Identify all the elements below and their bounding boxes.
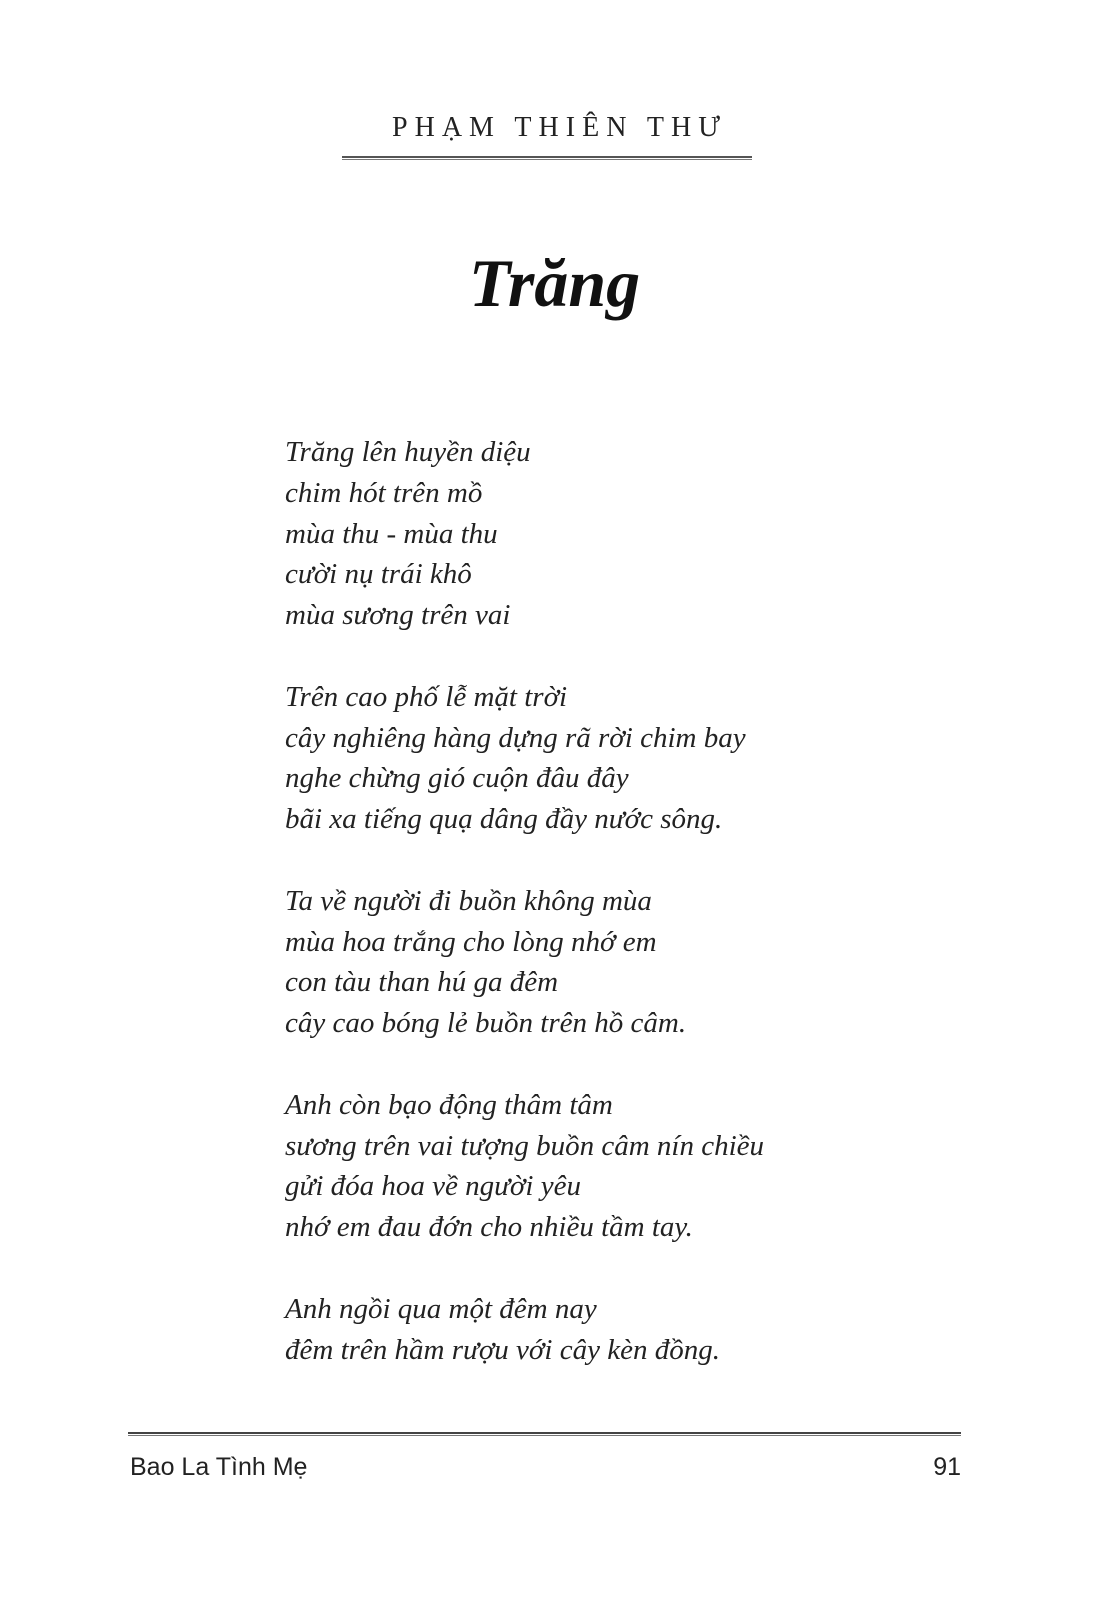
- poem-body: [285, 432, 985, 1370]
- poem-line: mùa hoa trắng cho lòng nhớ em: [285, 925, 657, 958]
- poem-line: nhớ em đau đớn cho nhiều tầm tay.: [285, 1211, 693, 1244]
- poem-line: gửi đóa hoa về người yêu: [285, 1170, 581, 1203]
- poem-line: Ta về người đi buồn không mùa: [285, 884, 652, 917]
- poem-line: chim hót trên mồ: [285, 476, 483, 509]
- poem-line: bãi xa tiếng quạ dâng đầy nước sông.: [285, 803, 723, 836]
- footer-book-title: Bao La Tình Mẹ: [130, 1453, 308, 1481]
- poem-line: sương trên vai tượng buồn câm nín chiều: [285, 1129, 764, 1162]
- poem-line: Anh ngồi qua một đêm nay: [285, 1292, 597, 1325]
- running-header-author: PHẠM THIÊN THƯ: [392, 112, 727, 143]
- poem-line: cây cao bóng lẻ buồn trên hồ câm.: [285, 1007, 687, 1040]
- poem-stanza-1: [285, 432, 985, 636]
- poem-line: mùa sương trên vai: [285, 599, 511, 632]
- poem-line: nghe chừng gió cuộn đâu đây: [285, 762, 629, 795]
- poem-stanza-2: [285, 677, 985, 840]
- poem-line: Anh còn bạo động thâm tâm: [285, 1088, 613, 1121]
- poem-line: cây nghiêng hàng dựng rã rời chim bay: [285, 721, 746, 754]
- poem-line: cười nụ trái khô: [285, 558, 472, 591]
- poem-line: đêm trên hầm rượu với cây kèn đồng.: [285, 1333, 720, 1366]
- poem-line: con tàu than hú ga đêm: [285, 966, 559, 999]
- page-number: 91: [933, 1453, 961, 1481]
- poem-title: Trăng: [468, 245, 641, 321]
- poem-stanza-4: [285, 1085, 985, 1248]
- poem-stanza-5: [285, 1289, 985, 1371]
- poem-line: Trăng lên huyền diệu: [285, 436, 531, 468]
- poem-stanza-3: [285, 881, 985, 1044]
- poem-line: Trên cao phố lễ mặt trời: [285, 680, 568, 713]
- footer-rule: [128, 1432, 961, 1436]
- poem-line: mùa thu - mùa thu: [285, 517, 498, 550]
- header-rule: [342, 156, 752, 160]
